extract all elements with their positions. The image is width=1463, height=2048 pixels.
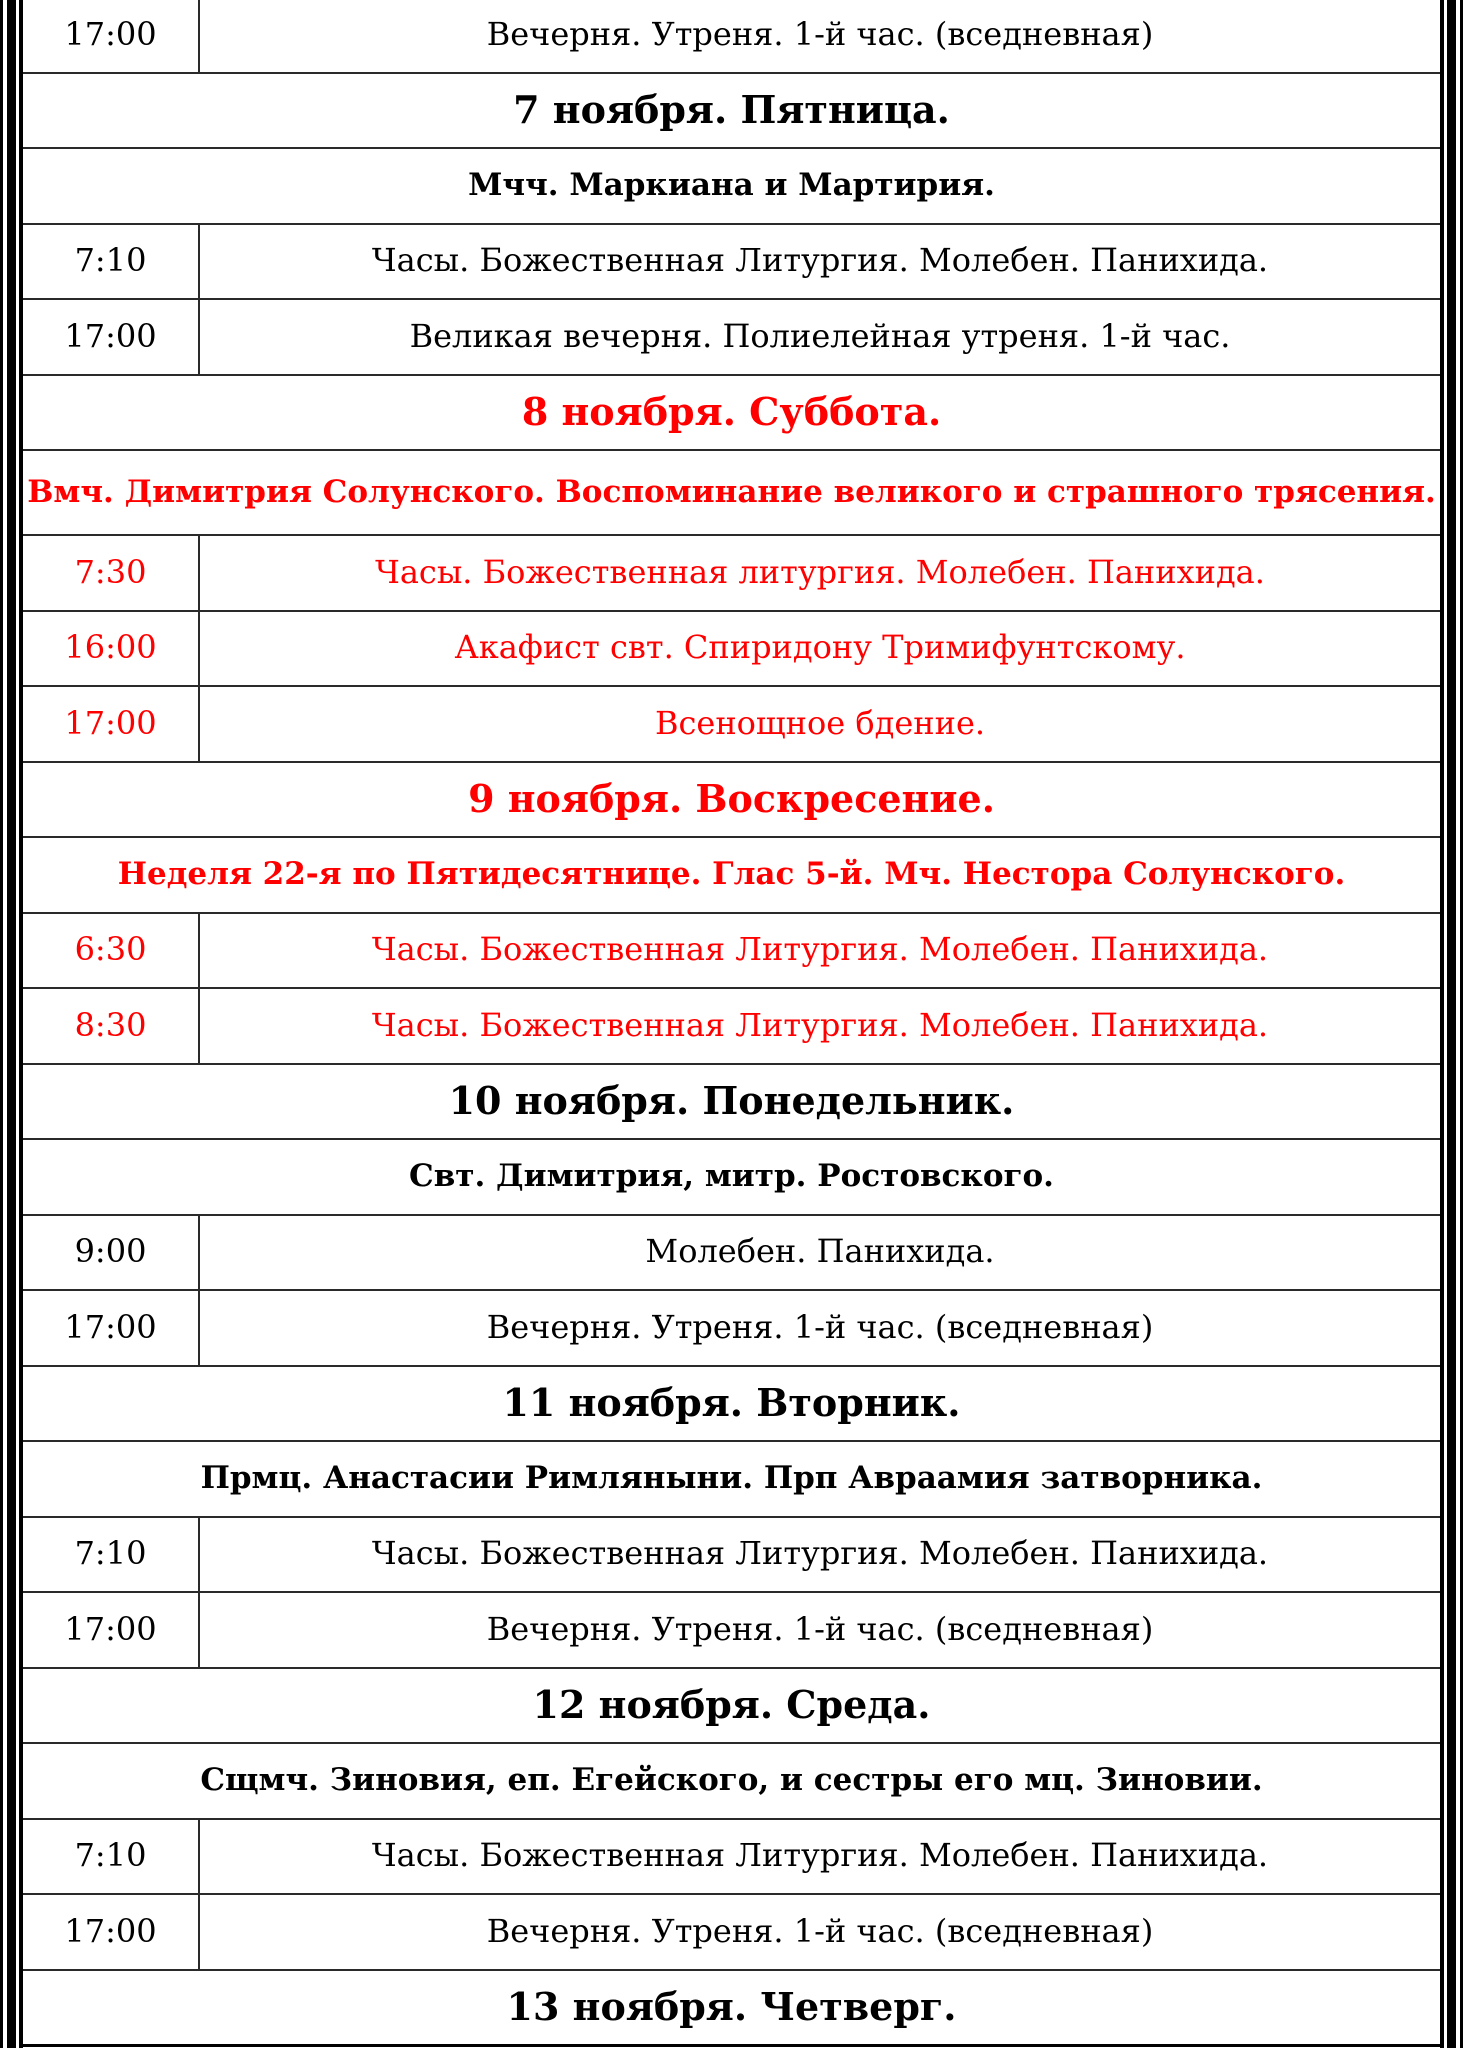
service-time: 9:00: [23, 1215, 199, 1291]
service-row: [23, 299, 1440, 375]
service-description: Вечерня. Утреня. 1-й час. (вседневная): [199, 0, 1440, 73]
date-header-row: [23, 1970, 1440, 2046]
service-description: Молебен. Панихида.: [199, 1215, 1440, 1291]
date-header-row: [23, 762, 1440, 838]
service-time: 7:10: [23, 1517, 199, 1593]
commemoration-text: Сщмч. Зиновия, еп. Егейского, и сестры его мц. Зиновии.: [23, 1743, 1440, 1819]
service-description: Вечерня. Утреня. 1-й час. (вседневная): [199, 1894, 1440, 1970]
commemoration-row: [23, 1139, 1440, 1215]
date-heading: 11 ноября. Вторник.: [23, 1366, 1440, 1442]
service-description: Всенощное бдение.: [199, 686, 1440, 762]
date-header-row: [23, 1064, 1440, 1140]
date-header-row: [23, 1366, 1440, 1442]
commemoration-text: Мчч. Маркиана и Мартирия.: [23, 148, 1440, 224]
service-row: [23, 1894, 1440, 1970]
service-row: [23, 1517, 1440, 1593]
commemoration-row: [23, 1441, 1440, 1517]
date-heading: 9 ноября. Воскресение.: [23, 762, 1440, 838]
date-header-row: [23, 73, 1440, 149]
service-row: [23, 611, 1440, 687]
commemoration-row: [23, 837, 1440, 913]
service-description: Часы. Божественная Литургия. Молебен. Панихида.: [199, 1517, 1440, 1593]
service-time: 17:00: [23, 1894, 199, 1970]
date-header-row: [23, 375, 1440, 451]
date-heading: 10 ноября. Понедельник.: [23, 1064, 1440, 1140]
commemoration-row: [23, 1743, 1440, 1819]
service-time: 17:00: [23, 299, 199, 375]
service-description: Вечерня. Утреня. 1-й час. (вседневная): [199, 1592, 1440, 1668]
service-time: 7:30: [23, 535, 199, 611]
service-description: Часы. Божественная Литургия. Молебен. Панихида.: [199, 988, 1440, 1064]
service-time: 16:00: [23, 611, 199, 687]
service-description: Акафист свт. Спиридону Тримифунтскому.: [199, 611, 1440, 687]
service-row: [23, 535, 1440, 611]
service-description: Великая вечерня. Полиелейная утреня. 1-й час.: [199, 299, 1440, 375]
service-row: [23, 224, 1440, 300]
date-heading: 13 ноября. Четверг.: [23, 1970, 1440, 2046]
commemoration-text: Свт. Димитрия, митр. Ростовского.: [23, 1139, 1440, 1215]
service-time: 17:00: [23, 0, 199, 73]
page-border-right-inner: [1440, 0, 1444, 2048]
service-row: [23, 1290, 1440, 1366]
service-time: 17:00: [23, 1592, 199, 1668]
date-heading: 8 ноября. Суббота.: [23, 375, 1440, 451]
service-row: [23, 988, 1440, 1064]
service-time: 7:10: [23, 1819, 199, 1895]
page-border-left-thick: [7, 0, 16, 2048]
service-row: [23, 1215, 1440, 1291]
schedule-table: [23, 0, 1440, 2047]
service-time: 7:10: [23, 224, 199, 300]
commemoration-row: [23, 450, 1440, 535]
service-row: [23, 1592, 1440, 1668]
service-time: 17:00: [23, 686, 199, 762]
service-row: [23, 1819, 1440, 1895]
commemoration-text: Прмц. Анастасии Римляныни. Прп Авраамия затворника.: [23, 1441, 1440, 1517]
commemoration-text: Вмч. Димитрия Солунского. Воспоминание великого и страшного трясения.: [23, 450, 1440, 535]
service-time: 17:00: [23, 1290, 199, 1366]
commemoration-text: Неделя 22-я по Пятидесятнице. Глас 5-й. Мч. Нестора Солунского.: [23, 837, 1440, 913]
service-description: Часы. Божественная Литургия. Молебен. Панихида.: [199, 913, 1440, 989]
page-border-right-thick: [1447, 0, 1456, 2048]
date-heading: 12 ноября. Среда.: [23, 1668, 1440, 1744]
service-description: Вечерня. Утреня. 1-й час. (вседневная): [199, 1290, 1440, 1366]
service-row: [23, 913, 1440, 989]
date-heading: 7 ноября. Пятница.: [23, 73, 1440, 149]
service-description: Часы. Божественная Литургия. Молебен. Панихида.: [199, 224, 1440, 300]
service-schedule: [23, 0, 1440, 2047]
page-border-left-outer: [0, 0, 3, 2048]
service-time: 8:30: [23, 988, 199, 1064]
service-time: 6:30: [23, 913, 199, 989]
service-description: Часы. Божественная литургия. Молебен. Панихида.: [199, 535, 1440, 611]
service-row: [23, 686, 1440, 762]
service-row: [23, 0, 1440, 73]
service-description: Часы. Божественная Литургия. Молебен. Панихида.: [199, 1819, 1440, 1895]
commemoration-row: [23, 148, 1440, 224]
date-header-row: [23, 1668, 1440, 1744]
schedule-body: [23, 0, 1440, 2046]
